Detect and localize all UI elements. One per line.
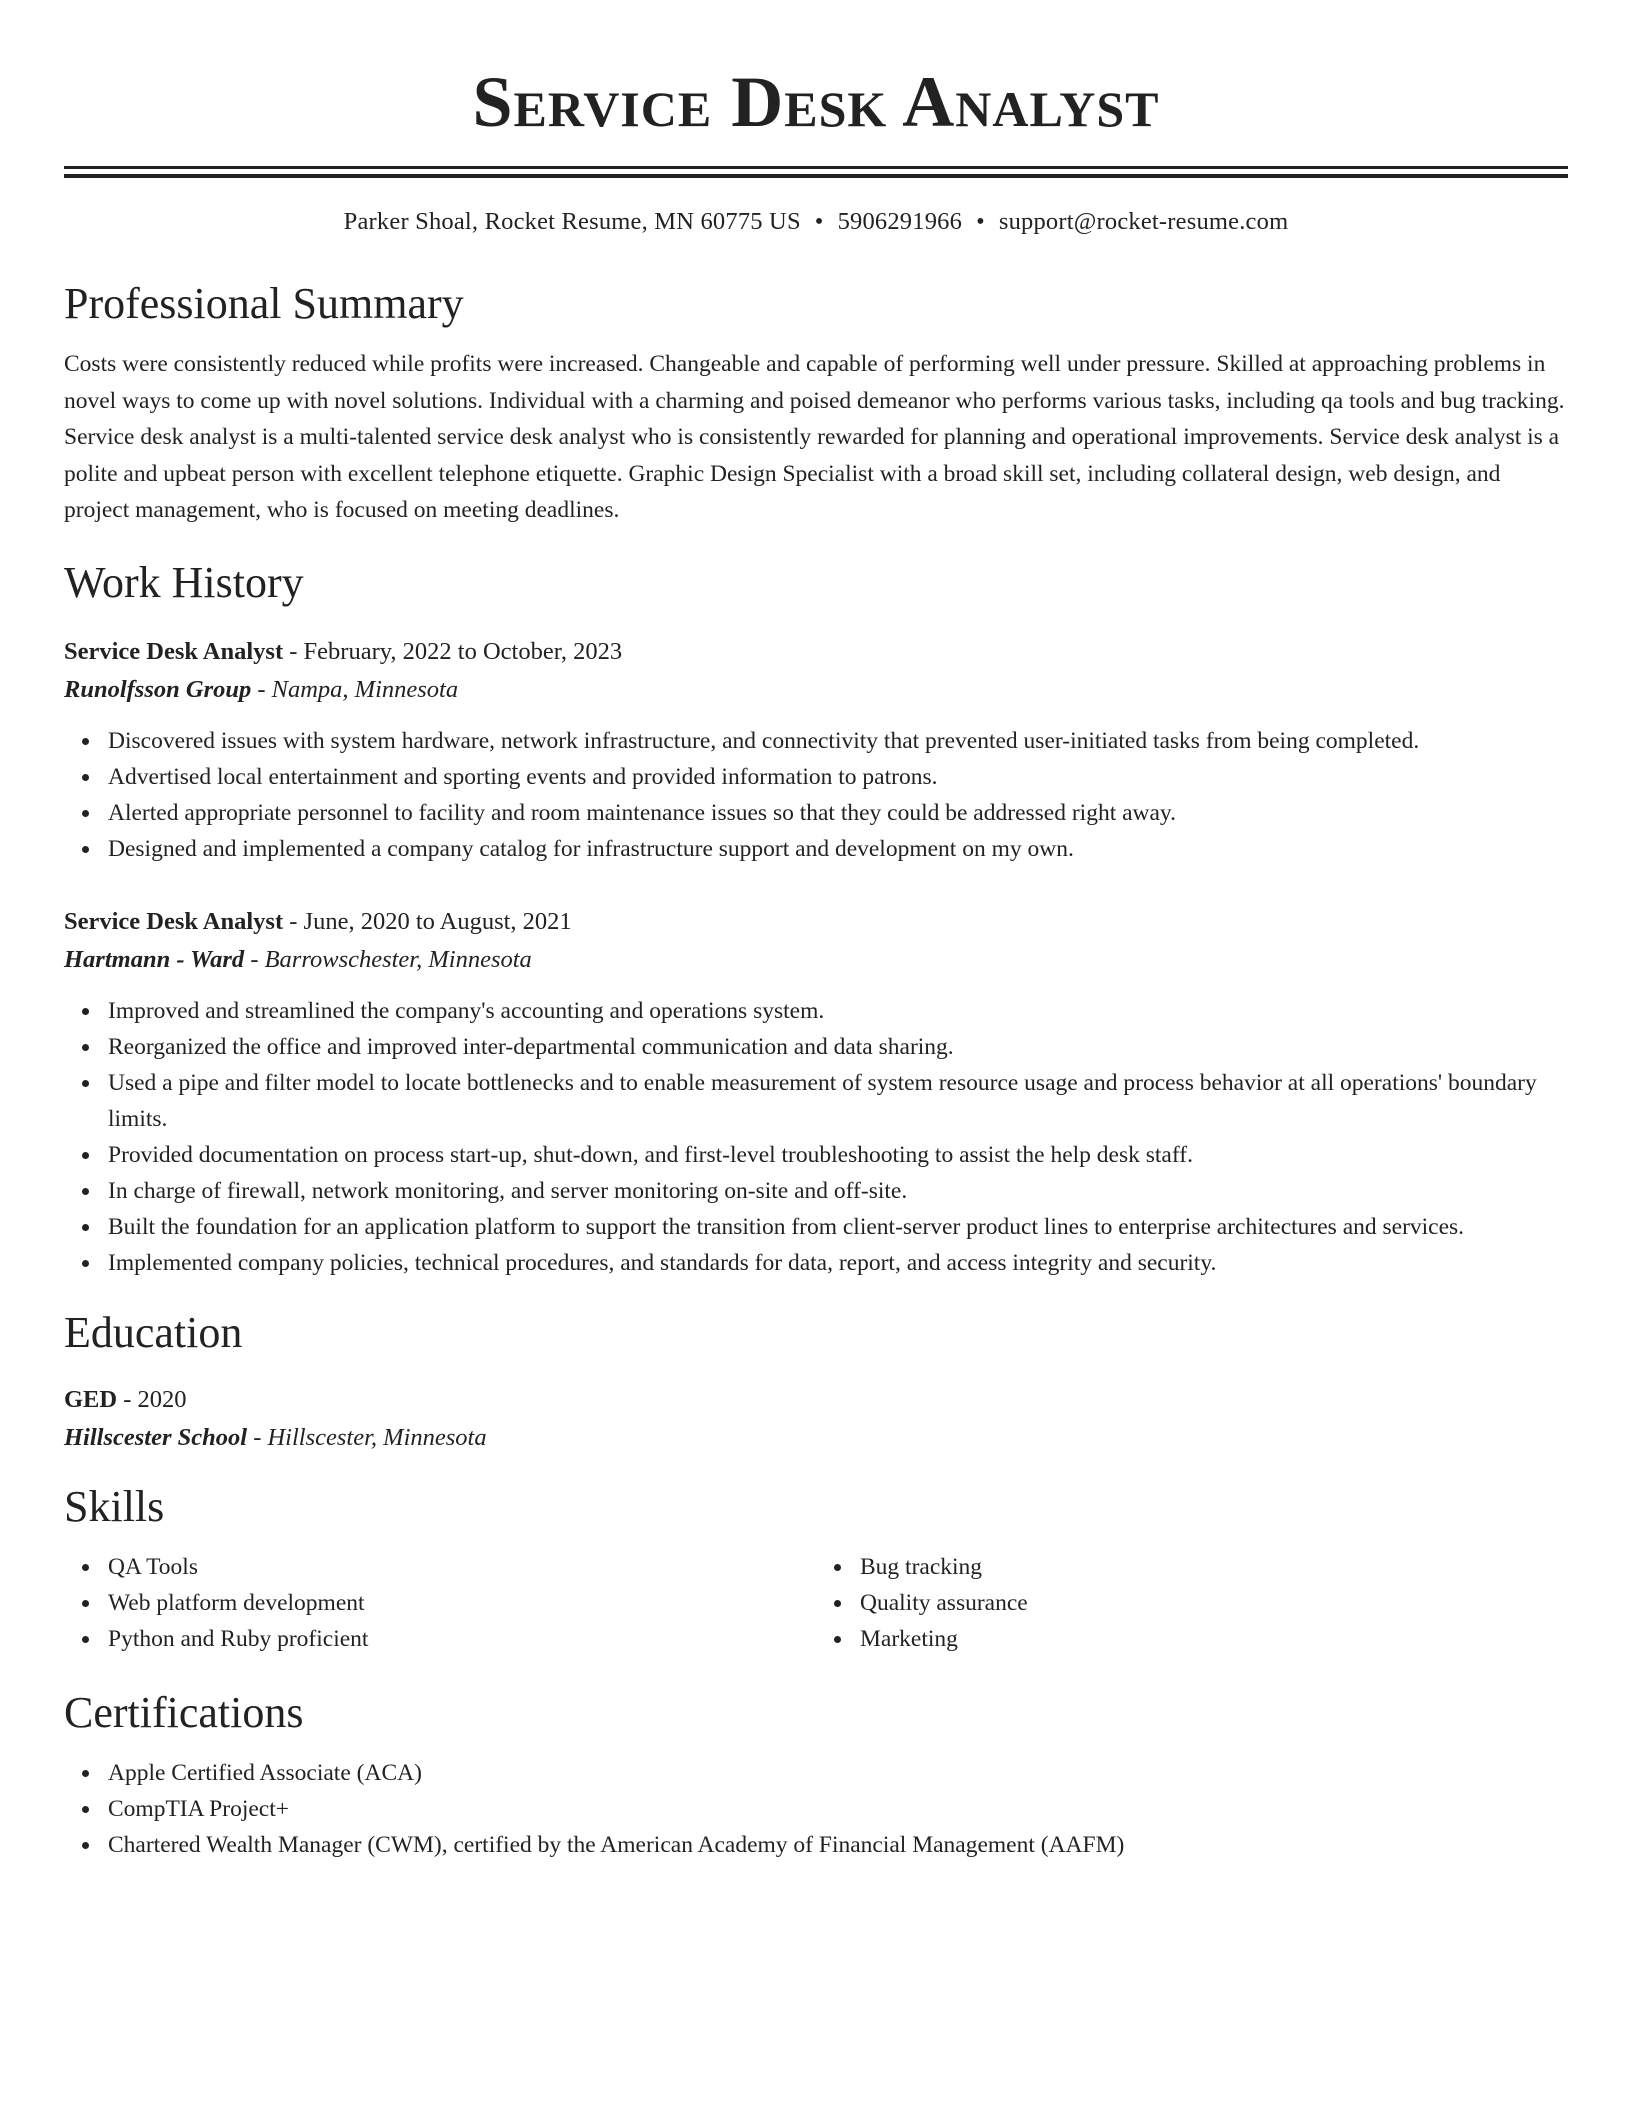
list-item: Reorganized the office and improved inter-departmental communication and data sharing. — [108, 1029, 1568, 1065]
job-title-line — [64, 633, 1568, 671]
summary-heading: Professional Summary — [64, 279, 464, 328]
list-item: Advertised local entertainment and sporting events and provided information to patrons. — [108, 759, 1568, 795]
school-name: Hillscester School — [64, 1423, 248, 1451]
job-dates: - February, 2022 to October, 2023 — [283, 637, 623, 665]
contact-phone: 5906291966 — [837, 208, 963, 235]
job-duties-list — [64, 993, 1568, 1281]
list-item: Discovered issues with system hardware, network infrastructure, and connectivity that prevented user-initiated tasks from being completed. — [108, 723, 1568, 759]
school-line — [64, 1419, 1568, 1457]
degree-year: - 2020 — [117, 1385, 187, 1413]
school-location: - Hillscester, Minnesota — [247, 1423, 487, 1451]
degree: GED — [64, 1385, 118, 1413]
company-name: Hartmann - Ward — [64, 945, 245, 973]
summary-text: Costs were consistently reduced while profits were increased. Changeable and capable of performing well under pressure. Skilled at approaching problems in novel ways to come up with novel solutions. Individual with a charming and poised demeanor who performs various tasks, including qa tools and bug tracking. Service desk analyst is a multi-talented service desk analyst who is consistently rewarded for planning and operational improvements. Service desk analyst is a polite and upbeat person with excellent telephone etiquette. Graphic Design Specialist with a broad skill set, including collateral design, web design, and project management, who is focused on meeting deadlines. — [64, 351, 1565, 523]
skill-item: Bug tracking — [860, 1549, 1568, 1585]
title-divider-thin — [64, 174, 1568, 178]
company-line — [64, 671, 1568, 709]
skills-list-right — [816, 1549, 1568, 1657]
education-heading: Education — [64, 1307, 243, 1357]
certification-item: Apple Certified Associate (ACA) — [108, 1755, 1568, 1791]
education-entry — [64, 1381, 1568, 1457]
job-title: Service Desk Analyst — [64, 637, 284, 665]
contact-address: Parker Shoal, Rocket Resume, MN 60775 US — [343, 208, 801, 235]
list-item: Built the foundation for an application platform to support the transition from client-server product lines to enterprise architectures and services. — [108, 1209, 1568, 1245]
skill-item: Quality assurance — [860, 1585, 1568, 1621]
job-duties-list — [64, 723, 1568, 867]
skills-list-left — [64, 1549, 816, 1657]
resume-title: Service Desk Analyst — [472, 62, 1160, 142]
list-item: In charge of firewall, network monitoring, and server monitoring on-site and off-site. — [108, 1173, 1568, 1209]
skills-heading: Skills — [64, 1481, 165, 1531]
skill-item: QA Tools — [108, 1549, 816, 1585]
list-item: Designed and implemented a company catalog for infrastructure support and development on my own. — [108, 831, 1568, 867]
company-location: - Nampa, Minnesota — [251, 675, 459, 703]
resume-page — [64, 0, 1568, 1863]
list-item: Implemented company policies, technical procedures, and standards for data, report, and access integrity and security. — [108, 1245, 1568, 1281]
list-item: Improved and streamlined the company's accounting and operations system. — [108, 993, 1568, 1029]
title-divider-thick — [64, 166, 1568, 169]
degree-line — [64, 1381, 1568, 1419]
job-title-line — [64, 903, 1568, 941]
job-entry — [64, 633, 1568, 867]
certifications-heading: Certifications — [64, 1687, 304, 1737]
company-line — [64, 941, 1568, 979]
job-title: Service Desk Analyst — [64, 907, 284, 935]
skill-item: Python and Ruby proficient — [108, 1621, 816, 1657]
contact-separator: • — [976, 208, 985, 235]
skill-item: Marketing — [860, 1621, 1568, 1657]
contact-separator: • — [814, 208, 824, 235]
list-item: Alerted appropriate personnel to facility and room maintenance issues so that they could be addressed right away. — [108, 795, 1568, 831]
certification-item: CompTIA Project+ — [108, 1791, 1568, 1827]
company-name: Runolfsson Group — [64, 675, 252, 703]
list-item: Provided documentation on process start-up, shut-down, and first-level troubleshooting to assist the help desk staff. — [108, 1137, 1568, 1173]
job-entry — [64, 903, 1568, 1281]
contact-line — [64, 206, 1568, 238]
certifications-list — [64, 1755, 1568, 1863]
company-location: - Barrowschester, Minnesota — [244, 945, 532, 973]
work-history-heading: Work History — [64, 557, 304, 607]
skill-item: Web platform development — [108, 1585, 816, 1621]
skills-grid — [64, 1535, 1568, 1657]
job-dates: - June, 2020 to August, 2021 — [283, 907, 572, 935]
certification-item: Chartered Wealth Manager (CWM), certified by the American Academy of Financial Management (AAFM) — [108, 1827, 1568, 1863]
list-item: Used a pipe and filter model to locate bottlenecks and to enable measurement of system resource usage and process behavior at all operations' boundary limits. — [108, 1065, 1568, 1137]
contact-email: support@rocket-resume.com — [998, 208, 1289, 235]
